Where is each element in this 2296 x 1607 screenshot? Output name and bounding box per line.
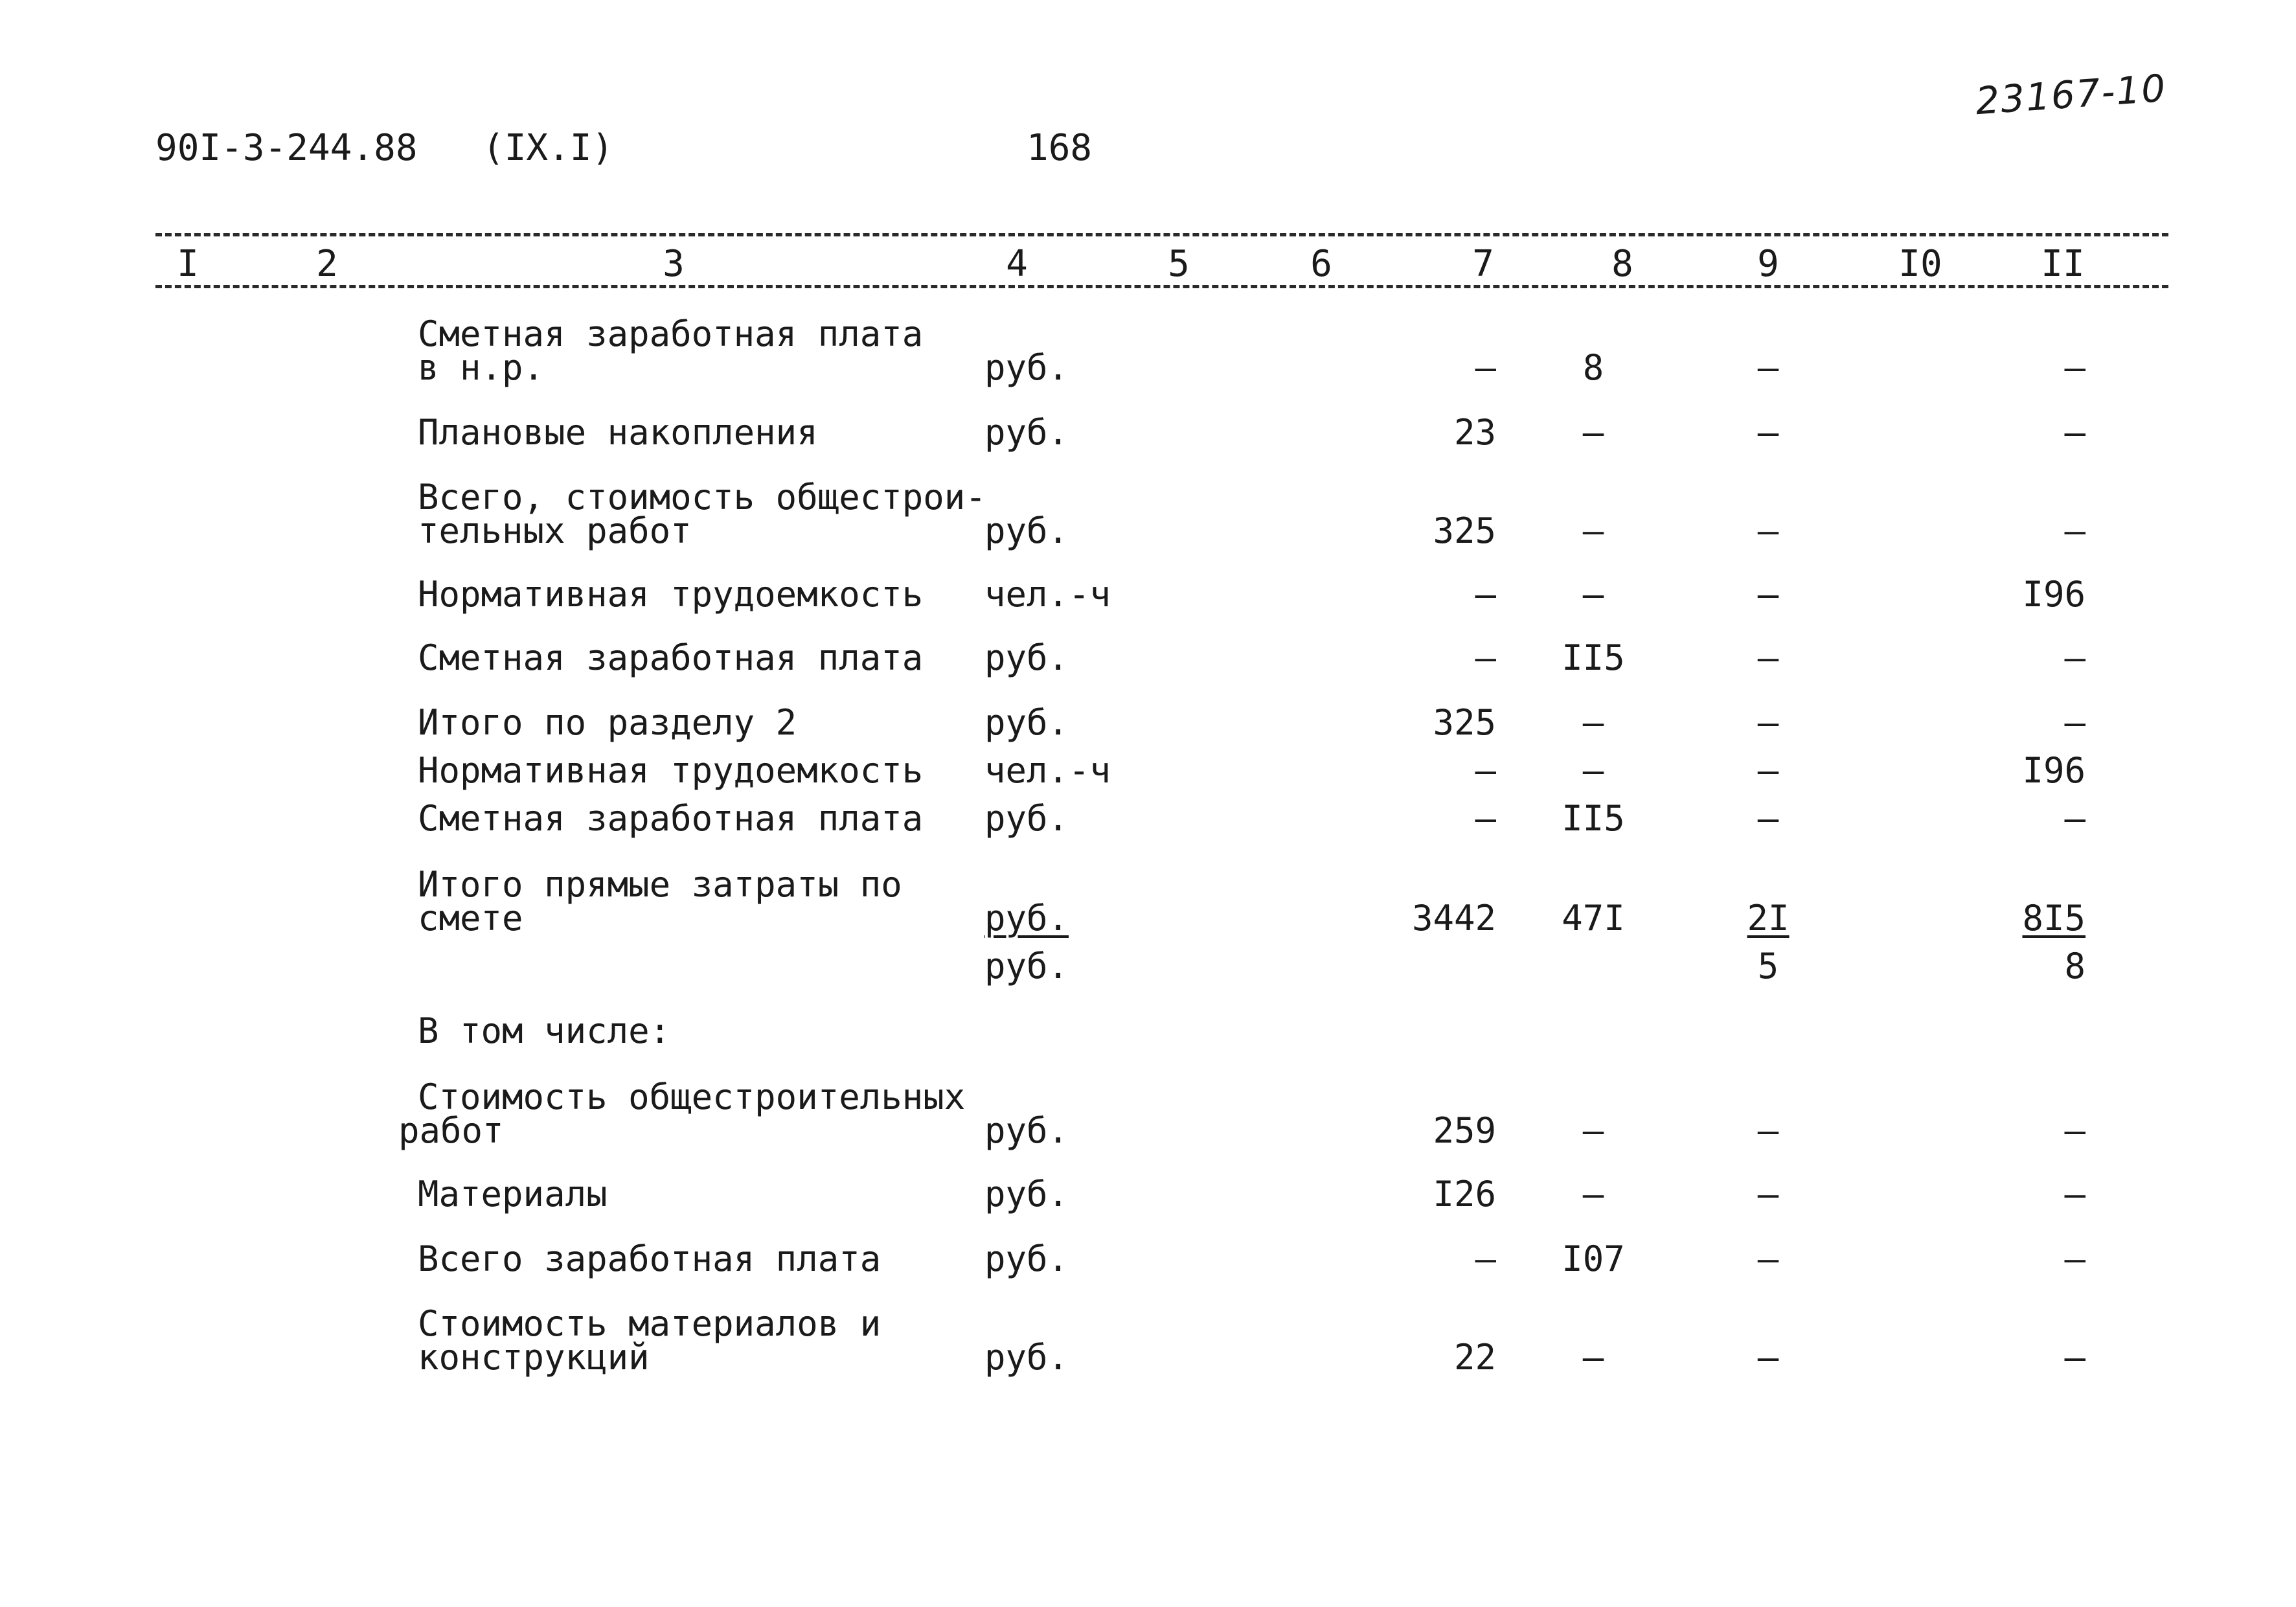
row-value-col9: – (1757, 798, 1779, 839)
section-code: (IX.I) (483, 127, 614, 169)
row-value-col9: – (1757, 637, 1779, 678)
row-label: работ (398, 1110, 504, 1151)
column-number-9: 9 (1757, 243, 1779, 285)
row-value-col9: – (1757, 1110, 1779, 1151)
row-value-col9: – (1757, 750, 1779, 791)
row-value-col11 (1969, 898, 2086, 939)
row-value-col7: – (1475, 1238, 1496, 1279)
row-label: конструкций (418, 1337, 650, 1378)
row-value-col11: – (2064, 412, 2086, 453)
header-rule-top (155, 233, 2168, 236)
row-unit: руб. (984, 412, 1069, 453)
row-value-col9: – (1757, 574, 1779, 615)
row-value-col11: – (2064, 798, 2086, 839)
row-value-col8: II5 (1562, 637, 1625, 678)
row-unit: руб. (984, 798, 1069, 839)
row-value-col11: – (2064, 702, 2086, 743)
row-value-col8: – (1582, 510, 1604, 551)
row-label: Сметная заработная плата (418, 798, 924, 839)
row-value-col7: – (1475, 574, 1496, 615)
column-number-6: 6 (1310, 243, 1332, 285)
row-value-col8: – (1582, 702, 1604, 743)
row-value-col9 (1684, 898, 1852, 939)
row-value-col8: – (1582, 1110, 1604, 1151)
row-value-col7: I26 (1433, 1174, 1496, 1214)
column-number-4: 4 (1006, 243, 1028, 285)
row-unit: руб. (984, 347, 1069, 388)
column-number-1: I (177, 243, 199, 285)
row-unit: руб. (984, 1337, 1069, 1378)
row-value-col8: I07 (1562, 1238, 1625, 1279)
row-value-col7: – (1475, 750, 1496, 791)
row-label: Плановые накопления (418, 412, 818, 453)
column-number-3: 3 (663, 243, 685, 285)
row-value-col7: – (1475, 347, 1496, 388)
row-unit: руб. (984, 637, 1069, 678)
row-value-col11-denominator: 8 (2064, 946, 2086, 986)
row-value-col7: 259 (1433, 1110, 1496, 1151)
row-value-col8: – (1582, 750, 1604, 791)
row-unit: руб. (984, 510, 1069, 551)
row-value-col9: – (1757, 1238, 1779, 1279)
row-label: Сметная заработная плата (418, 313, 924, 354)
row-value-col9: – (1757, 347, 1779, 388)
row-label: в н.р. (418, 347, 545, 388)
row-unit: руб. (984, 898, 1069, 939)
row-unit: руб. (984, 702, 1069, 743)
page-number: 168 (1027, 127, 1093, 169)
row-value-col8: 8 (1582, 347, 1604, 388)
column-number-10: I0 (1898, 243, 1942, 285)
row-value-col7: – (1475, 798, 1496, 839)
row-value-col8: 47I (1562, 898, 1625, 939)
column-number-11: II (2041, 243, 2085, 285)
row-unit: руб. (984, 1174, 1069, 1214)
row-label: В том числе: (418, 1010, 671, 1051)
column-number-7: 7 (1472, 243, 1494, 285)
row-value-col11: – (2064, 1337, 2086, 1378)
handwritten-note: 23167-10 (1973, 65, 2168, 124)
row-value-col11-numerator: 8I5 (2022, 898, 2086, 939)
row-label: тельных работ (418, 510, 692, 551)
row-value-col7: 23 (1453, 412, 1496, 453)
row-value-col11: – (2064, 347, 2086, 388)
row-label: Стоимость общестроительных (418, 1077, 966, 1117)
row-value-col8: – (1582, 1337, 1604, 1378)
row-value-col11: – (2064, 510, 2086, 551)
row-value-col11: – (2064, 637, 2086, 678)
row-label: Итого по разделу 2 (418, 702, 797, 743)
row-value-col9-numerator: 2I (1747, 898, 1790, 939)
row-value-col11: – (2064, 1174, 2086, 1214)
row-value-col7: 3442 (1411, 898, 1496, 939)
row-value-col11: – (2064, 1238, 2086, 1279)
row-label: Материалы (418, 1174, 608, 1214)
header-rule-bottom (155, 285, 2168, 288)
row-value-col7: 325 (1433, 702, 1496, 743)
row-label: Нормативная трудоемкость (418, 574, 924, 615)
row-value-col9: – (1757, 412, 1779, 453)
row-unit: чел.-ч (984, 574, 1111, 615)
row-value-col9: – (1757, 510, 1779, 551)
row-label: Всего заработная плата (418, 1238, 881, 1279)
row-value-col11: – (2064, 1110, 2086, 1151)
row-label: смете (418, 898, 523, 939)
column-number-2: 2 (316, 243, 338, 285)
row-value-col9: – (1757, 1337, 1779, 1378)
row-value-col7: 325 (1433, 510, 1496, 551)
row-value-col8: – (1582, 574, 1604, 615)
row-value-col7: 22 (1453, 1337, 1496, 1378)
row-value-col9: – (1757, 1174, 1779, 1214)
row-value-col9: – (1757, 702, 1779, 743)
column-number-8: 8 (1611, 243, 1633, 285)
row-value-col11: I96 (2022, 574, 2086, 615)
row-value-col8: II5 (1562, 798, 1625, 839)
row-value-col8: – (1582, 1174, 1604, 1214)
row-unit: чел.-ч (984, 750, 1111, 791)
row-label: Итого прямые затраты по (418, 864, 902, 905)
row-value-col7: – (1475, 637, 1496, 678)
row-label: Стоимость материалов и (418, 1303, 881, 1344)
row-label: Всего, стоимость общестрои- (418, 477, 986, 518)
row-value-col11: I96 (2022, 750, 2086, 791)
row-value-col8: – (1582, 412, 1604, 453)
row-unit: руб. (984, 1238, 1069, 1279)
document-code: 90I-3-244.88 (155, 127, 418, 169)
row-unit-secondary: руб. (984, 946, 1069, 986)
row-unit: руб. (984, 1110, 1069, 1151)
row-value-col9-denominator: 5 (1757, 946, 1779, 986)
column-number-5: 5 (1168, 243, 1190, 285)
row-label: Нормативная трудоемкость (418, 750, 924, 791)
row-label: Сметная заработная плата (418, 637, 924, 678)
